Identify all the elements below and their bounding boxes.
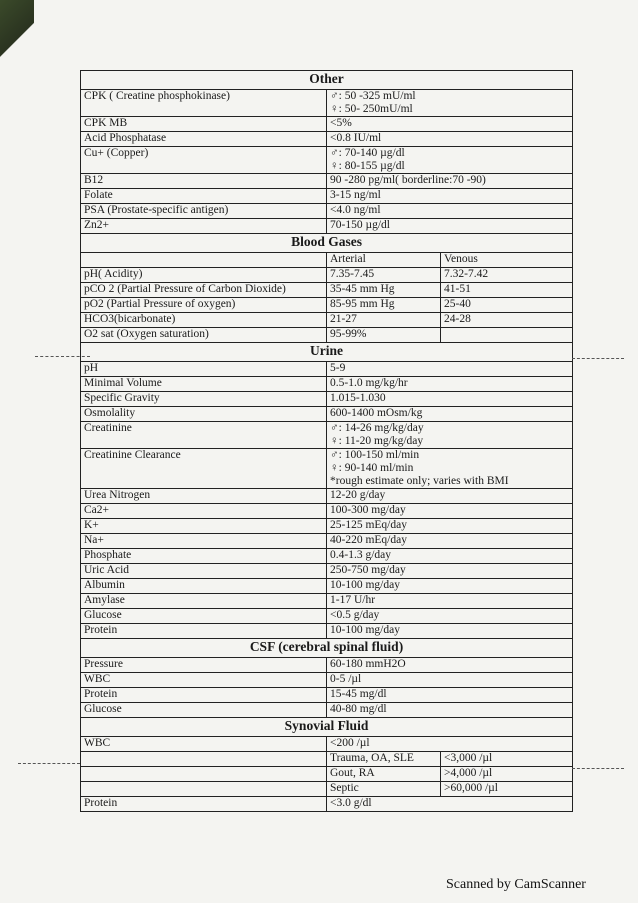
reference-value bbox=[327, 147, 573, 174]
test-name: Protein bbox=[81, 797, 327, 812]
footer-watermark: Scanned by CamScanner bbox=[446, 877, 586, 892]
value-line: 70-150 µg/dl bbox=[330, 219, 390, 231]
other-row bbox=[81, 219, 573, 234]
test-name: CPK MB bbox=[81, 117, 327, 132]
test-name: Osmolality bbox=[81, 407, 327, 422]
scan-corner-fold bbox=[0, 0, 34, 60]
test-name: WBC bbox=[81, 673, 327, 688]
reference-value bbox=[327, 422, 573, 449]
reference-value bbox=[327, 174, 573, 189]
urine-row bbox=[81, 504, 573, 519]
condition-value: >4,000 /µl bbox=[441, 767, 573, 782]
test-name: HCO3(bicarbonate) bbox=[81, 313, 327, 328]
other-row bbox=[81, 117, 573, 132]
test-name: WBC bbox=[81, 737, 327, 752]
reference-value bbox=[327, 362, 573, 377]
value-line: <0.8 IU/ml bbox=[330, 132, 382, 144]
test-name: pO2 (Partial Pressure of oxygen) bbox=[81, 298, 327, 313]
reference-value: <200 /µl bbox=[327, 737, 573, 752]
test-name: Glucose bbox=[81, 703, 327, 718]
value-line: 1.015-1.030 bbox=[330, 392, 386, 404]
scan-artifact-line bbox=[572, 768, 624, 769]
test-name: Na+ bbox=[81, 534, 327, 549]
value-line: 15-45 mg/dl bbox=[330, 688, 387, 700]
section-header-row bbox=[81, 234, 573, 253]
venous-value: 24-28 bbox=[441, 313, 573, 328]
scan-artifact-line bbox=[572, 358, 624, 359]
test-name: Minimal Volume bbox=[81, 377, 327, 392]
reference-value bbox=[327, 489, 573, 504]
reference-value bbox=[327, 564, 573, 579]
urine-row bbox=[81, 594, 573, 609]
blank-cell bbox=[81, 253, 327, 268]
test-name: Urea Nitrogen bbox=[81, 489, 327, 504]
reference-value bbox=[327, 579, 573, 594]
synovial-condition-row bbox=[81, 782, 573, 797]
value-line: 25-125 mEq/day bbox=[330, 519, 407, 531]
test-name: pCO 2 (Partial Pressure of Carbon Dioxide) bbox=[81, 283, 327, 298]
test-name: B12 bbox=[81, 174, 327, 189]
value-line: ♂: 50 -325 mU/ml bbox=[330, 90, 416, 102]
value-line: <4.0 ng/ml bbox=[330, 204, 381, 216]
urine-row bbox=[81, 362, 573, 377]
blood-gas-column-header bbox=[81, 253, 573, 268]
arterial-value: 85-95 mm Hg bbox=[327, 298, 441, 313]
csf-row bbox=[81, 688, 573, 703]
blood-gas-row bbox=[81, 313, 573, 328]
value-line: 250-750 mg/day bbox=[330, 564, 406, 576]
test-name: Protein bbox=[81, 688, 327, 703]
section-header-row bbox=[81, 343, 573, 362]
value-line: ♀: 80-155 µg/dl bbox=[330, 160, 405, 172]
value-line: <0.5 g/day bbox=[330, 609, 380, 621]
other-row bbox=[81, 90, 573, 117]
test-name: pH( Acidity) bbox=[81, 268, 327, 283]
test-name: Creatinine bbox=[81, 422, 327, 449]
urine-row bbox=[81, 422, 573, 449]
reference-value bbox=[327, 658, 573, 673]
value-line: <5% bbox=[330, 117, 352, 129]
reference-value bbox=[327, 534, 573, 549]
test-name: Folate bbox=[81, 189, 327, 204]
value-line: 60-180 mmH2O bbox=[330, 658, 406, 670]
synovial-condition-row bbox=[81, 767, 573, 782]
other-row bbox=[81, 174, 573, 189]
csf-row bbox=[81, 673, 573, 688]
venous-value: 7.32-7.42 bbox=[441, 268, 573, 283]
arterial-value: 35-45 mm Hg bbox=[327, 283, 441, 298]
blood-gas-row bbox=[81, 268, 573, 283]
urine-row bbox=[81, 549, 573, 564]
reference-value bbox=[327, 688, 573, 703]
condition-value: <3,000 /µl bbox=[441, 752, 573, 767]
value-line: 3-15 ng/ml bbox=[330, 189, 381, 201]
value-line: ♂: 14-26 mg/kg/day bbox=[330, 422, 424, 434]
condition-name: Trauma, OA, SLE bbox=[327, 752, 441, 767]
test-name: CPK ( Creatine phosphokinase) bbox=[81, 90, 327, 117]
section-title-synovial: Synovial Fluid bbox=[81, 718, 573, 737]
reference-value bbox=[327, 392, 573, 407]
urine-row bbox=[81, 392, 573, 407]
test-name: Amylase bbox=[81, 594, 327, 609]
synovial-condition-row bbox=[81, 752, 573, 767]
reference-value bbox=[327, 594, 573, 609]
reference-value bbox=[327, 219, 573, 234]
test-name: pH bbox=[81, 362, 327, 377]
other-row bbox=[81, 204, 573, 219]
blank-cell bbox=[81, 752, 327, 767]
value-line: 40-220 mEq/day bbox=[330, 534, 407, 546]
value-line: *rough estimate only; varies with BMI bbox=[330, 475, 509, 487]
lab-values-table bbox=[80, 70, 573, 812]
reference-value bbox=[327, 407, 573, 422]
reference-value bbox=[327, 504, 573, 519]
value-line: 100-300 mg/day bbox=[330, 504, 406, 516]
csf-row bbox=[81, 703, 573, 718]
condition-name: Septic bbox=[327, 782, 441, 797]
urine-row bbox=[81, 449, 573, 489]
blood-gas-row bbox=[81, 298, 573, 313]
reference-value bbox=[327, 204, 573, 219]
test-name: Uric Acid bbox=[81, 564, 327, 579]
section-title-blood-gases: Blood Gases bbox=[81, 234, 573, 253]
test-name: Pressure bbox=[81, 658, 327, 673]
csf-row bbox=[81, 658, 573, 673]
scan-artifact-line bbox=[35, 356, 90, 357]
test-name: Cu+ (Copper) bbox=[81, 147, 327, 174]
urine-row bbox=[81, 489, 573, 504]
reference-value bbox=[327, 449, 573, 489]
reference-value bbox=[327, 609, 573, 624]
reference-value bbox=[327, 549, 573, 564]
value-line: ♀: 50- 250mU/ml bbox=[330, 103, 413, 115]
synovial-protein-row bbox=[81, 797, 573, 812]
synovial-wbc-row bbox=[81, 737, 573, 752]
urine-row bbox=[81, 407, 573, 422]
value-line: ♀: 90-140 ml/min bbox=[330, 462, 414, 474]
urine-row bbox=[81, 564, 573, 579]
arterial-header: Arterial bbox=[327, 253, 441, 268]
section-title-other: Other bbox=[81, 71, 573, 90]
value-line: 600-1400 mOsm/kg bbox=[330, 407, 423, 419]
value-line: ♂: 100-150 ml/min bbox=[330, 449, 420, 461]
test-name: Glucose bbox=[81, 609, 327, 624]
venous-value: 25-40 bbox=[441, 298, 573, 313]
other-row bbox=[81, 147, 573, 174]
test-name: Phosphate bbox=[81, 549, 327, 564]
urine-row bbox=[81, 609, 573, 624]
test-name: Specific Gravity bbox=[81, 392, 327, 407]
blood-gas-row bbox=[81, 328, 573, 343]
test-name: O2 sat (Oxygen saturation) bbox=[81, 328, 327, 343]
arterial-value: 21-27 bbox=[327, 313, 441, 328]
value-line: ♂: 70-140 µg/dl bbox=[330, 147, 405, 159]
urine-row bbox=[81, 534, 573, 549]
condition-value: >60,000 /µl bbox=[441, 782, 573, 797]
section-header-row bbox=[81, 71, 573, 90]
reference-value bbox=[327, 90, 573, 117]
test-name: Protein bbox=[81, 624, 327, 639]
blank-cell bbox=[81, 767, 327, 782]
value-line: 10-100 mg/day bbox=[330, 624, 400, 636]
value-line: 5-9 bbox=[330, 362, 346, 374]
arterial-value: 7.35-7.45 bbox=[327, 268, 441, 283]
value-line: ♀: 11-20 mg/kg/day bbox=[330, 435, 424, 447]
blank-cell bbox=[81, 782, 327, 797]
test-name: Creatinine Clearance bbox=[81, 449, 327, 489]
venous-header: Venous bbox=[441, 253, 573, 268]
arterial-value: 95-99% bbox=[327, 328, 441, 343]
section-header-row bbox=[81, 639, 573, 658]
test-name: Zn2+ bbox=[81, 219, 327, 234]
test-name: Acid Phosphatase bbox=[81, 132, 327, 147]
value-line: 90 -280 pg/ml( borderline:70 -90) bbox=[330, 174, 486, 186]
other-row bbox=[81, 189, 573, 204]
urine-row bbox=[81, 377, 573, 392]
venous-value bbox=[441, 328, 573, 343]
value-line: 1-17 U/hr bbox=[330, 594, 376, 606]
scan-artifact-line bbox=[18, 763, 80, 764]
value-line: 0.5-1.0 mg/kg/hr bbox=[330, 377, 408, 389]
reference-value bbox=[327, 519, 573, 534]
value-line: 12-20 g/day bbox=[330, 489, 386, 501]
urine-row bbox=[81, 624, 573, 639]
test-name: K+ bbox=[81, 519, 327, 534]
urine-row bbox=[81, 519, 573, 534]
reference-value bbox=[327, 624, 573, 639]
section-title-urine: Urine bbox=[81, 343, 573, 362]
urine-row bbox=[81, 579, 573, 594]
reference-value bbox=[327, 703, 573, 718]
value-line: 10-100 mg/day bbox=[330, 579, 400, 591]
test-name: PSA (Prostate-specific antigen) bbox=[81, 204, 327, 219]
condition-name: Gout, RA bbox=[327, 767, 441, 782]
test-name: Ca2+ bbox=[81, 504, 327, 519]
reference-value bbox=[327, 189, 573, 204]
section-title-csf: CSF (cerebral spinal fluid) bbox=[81, 639, 573, 658]
test-name: Albumin bbox=[81, 579, 327, 594]
value-line: 0.4-1.3 g/day bbox=[330, 549, 392, 561]
reference-value bbox=[327, 377, 573, 392]
other-row bbox=[81, 132, 573, 147]
reference-value bbox=[327, 673, 573, 688]
reference-value bbox=[327, 132, 573, 147]
section-header-row bbox=[81, 718, 573, 737]
value-line: 40-80 mg/dl bbox=[330, 703, 387, 715]
reference-value: <3.0 g/dl bbox=[327, 797, 573, 812]
reference-value bbox=[327, 117, 573, 132]
value-line: 0-5 /µl bbox=[330, 673, 362, 685]
blood-gas-row bbox=[81, 283, 573, 298]
venous-value: 41-51 bbox=[441, 283, 573, 298]
reference-ranges-table bbox=[80, 70, 572, 812]
